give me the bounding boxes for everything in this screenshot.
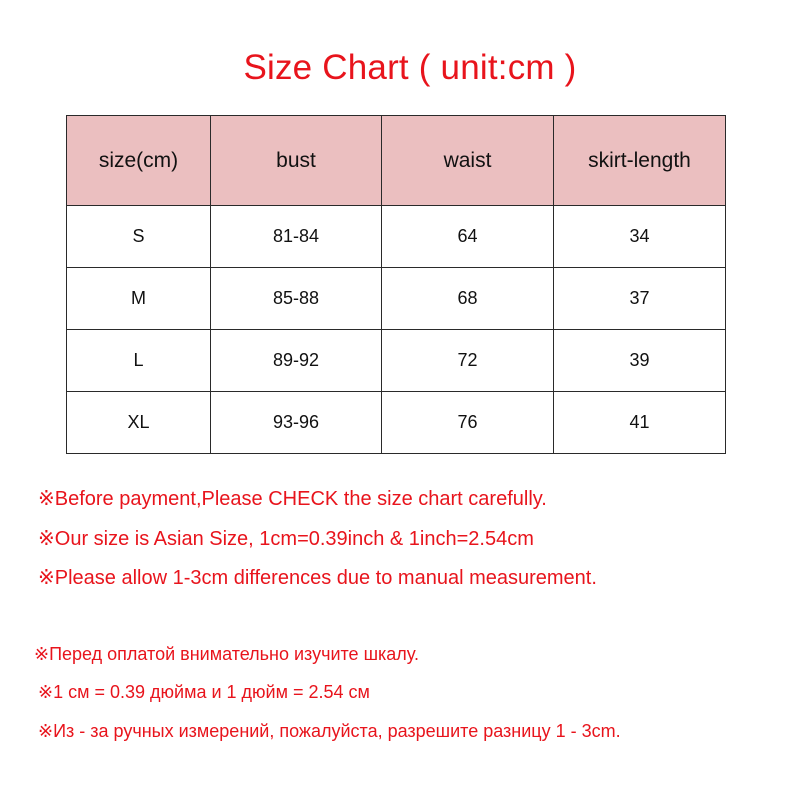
note-ru-measurement-difference: ※Из - за ручных измерений, пожалуйста, разрешите разницу 1 - 3cm. bbox=[38, 721, 621, 741]
cell-skirt-length: 41 bbox=[554, 392, 726, 454]
cell-bust: 89-92 bbox=[211, 330, 382, 392]
cell-waist: 64 bbox=[382, 206, 554, 268]
cell-bust: 81-84 bbox=[211, 206, 382, 268]
table-row bbox=[67, 206, 726, 268]
note-ru-check-size-chart: ※Перед оплатой внимательно изучите шкалу. bbox=[34, 644, 419, 664]
cell-waist: 68 bbox=[382, 268, 554, 330]
cell-size: XL bbox=[67, 392, 211, 454]
size-chart-table bbox=[66, 115, 726, 454]
cell-bust: 85-88 bbox=[211, 268, 382, 330]
header-bust: bust bbox=[211, 116, 382, 206]
cell-bust: 93-96 bbox=[211, 392, 382, 454]
note-measurement-difference: ※Please allow 1-3cm differences due to manual measurement. bbox=[38, 567, 597, 589]
cell-waist: 72 bbox=[382, 330, 554, 392]
table-row bbox=[67, 268, 726, 330]
cell-skirt-length: 34 bbox=[554, 206, 726, 268]
cell-size: M bbox=[67, 268, 211, 330]
table-row bbox=[67, 392, 726, 454]
cell-size: L bbox=[67, 330, 211, 392]
cell-skirt-length: 39 bbox=[554, 330, 726, 392]
header-size: size(cm) bbox=[67, 116, 211, 206]
cell-waist: 76 bbox=[382, 392, 554, 454]
note-ru-conversion: ※1 см = 0.39 дюйма и 1 дюйм = 2.54 см bbox=[38, 682, 370, 702]
table-row bbox=[67, 330, 726, 392]
cell-skirt-length: 37 bbox=[554, 268, 726, 330]
header-waist: waist bbox=[382, 116, 554, 206]
table-header-row bbox=[67, 116, 726, 206]
note-asian-size: ※Our size is Asian Size, 1cm=0.39inch & 1inch=2.54cm bbox=[38, 528, 534, 550]
note-check-size-chart: ※Before payment,Please CHECK the size chart carefully. bbox=[38, 488, 547, 510]
page-title: Size Chart ( unit:cm ) bbox=[243, 48, 577, 87]
header-skirt-length: skirt-length bbox=[554, 116, 726, 206]
cell-size: S bbox=[67, 206, 211, 268]
